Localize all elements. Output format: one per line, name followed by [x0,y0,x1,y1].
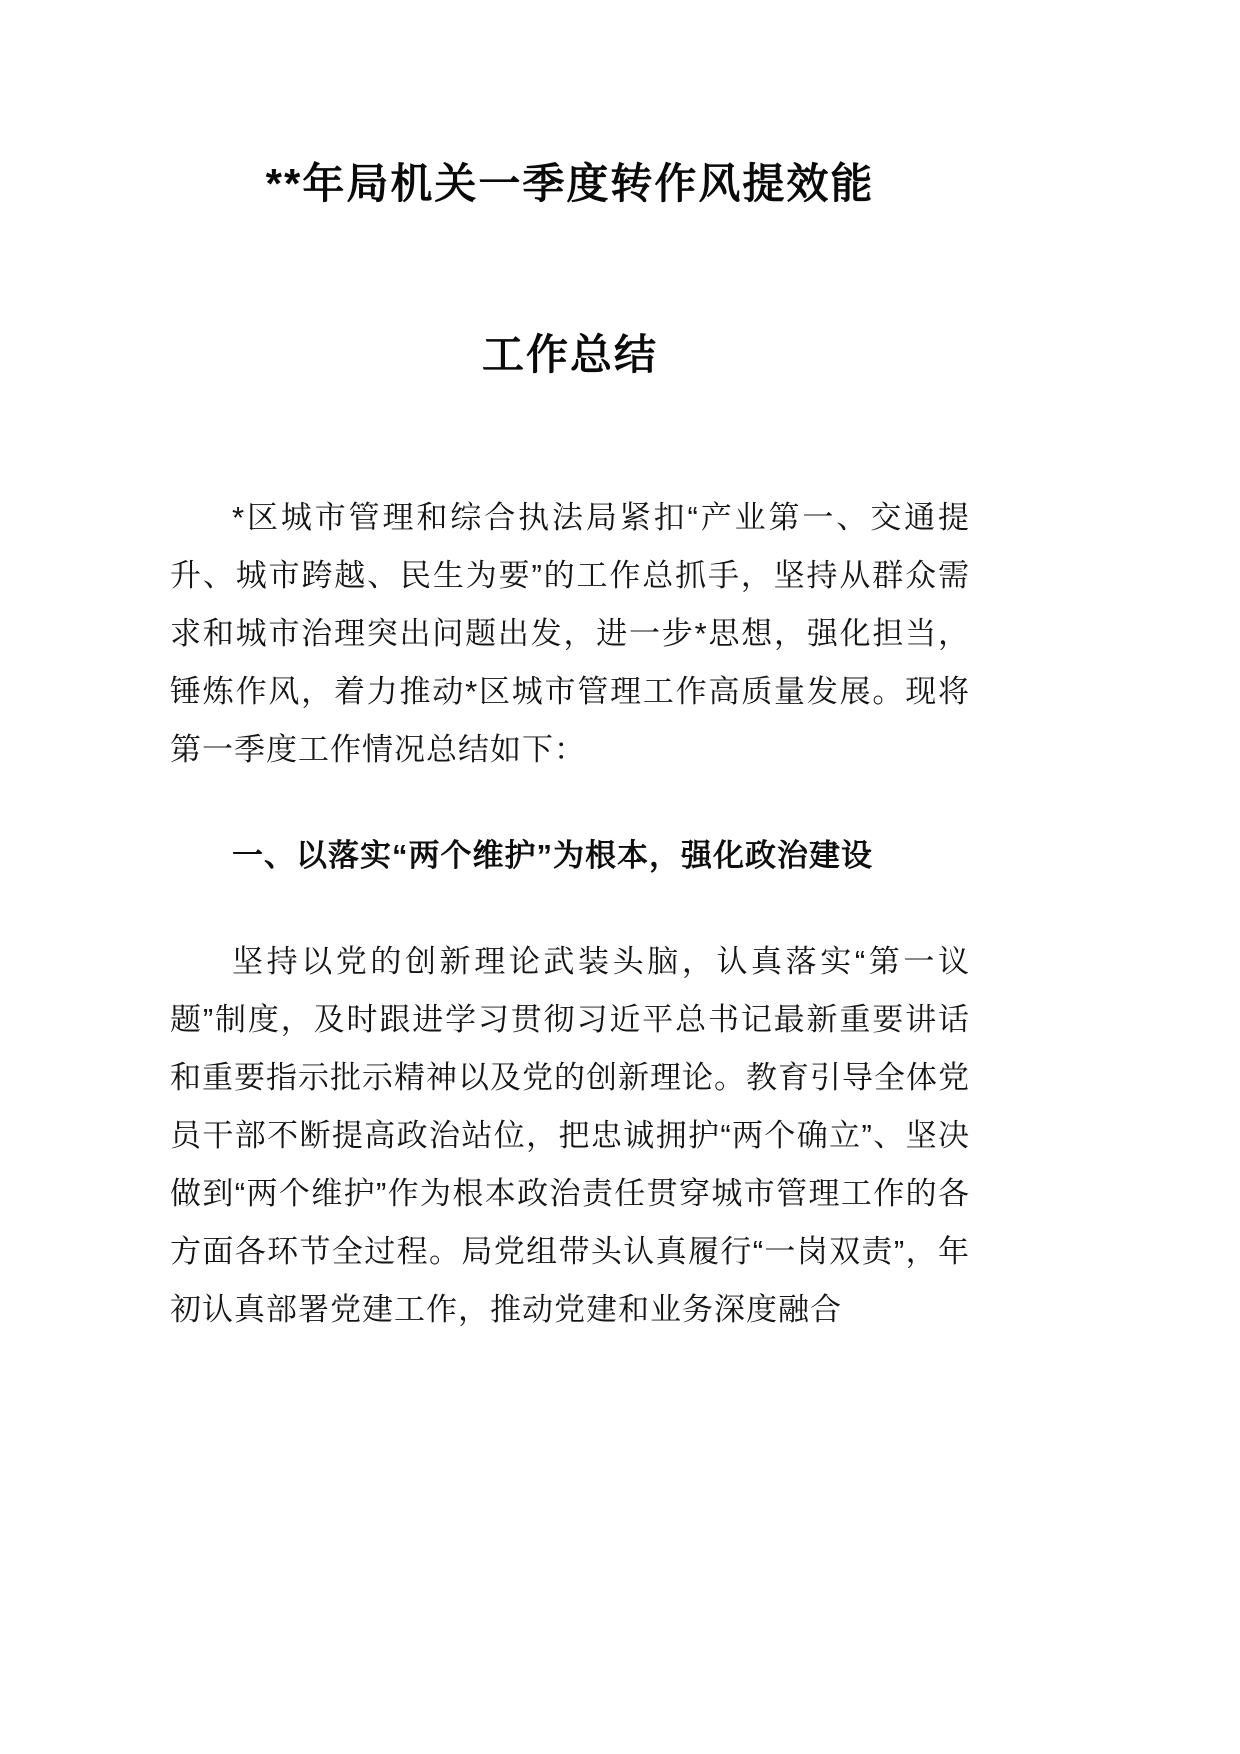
section-heading-1: 一、以落实“两个维护”为根本，强化政治建设 [232,838,873,873]
document-title-line2: 工作总结 [481,330,658,378]
paragraph-section-1-body: 坚持以党的创新理论武装头脑，认真落实“第一议题”制度，及时跟进学习贯彻习近平总书记最新重要讲话和重要指示批示精神以及党的创新理论。教育引导全体党员干部不断提高政治站位，把忠诚拥护“两个确立”、坚决做到“两个维护”作为根本政治责任贯穿城市管理工作的各方面各环节全过程。局党组带头认真履行“一岗双责”，年初认真部署党建工作，推动党建和业务深度融合 [170,944,970,1327]
paragraph-intro: *区城市管理和综合执法局紧扣“产业第一、交通提升、城市跨越、民生为要”的工作总抓手，坚持从群众需求和城市治理突出问题出发，进一步*思想，强化担当，锤炼作风，着力推动*区城市管理工作高质量发展。现将第一季度工作情况总结如下： [170,500,970,767]
document-title-line1: **年局机关一季度转作风提效能 [265,160,875,207]
